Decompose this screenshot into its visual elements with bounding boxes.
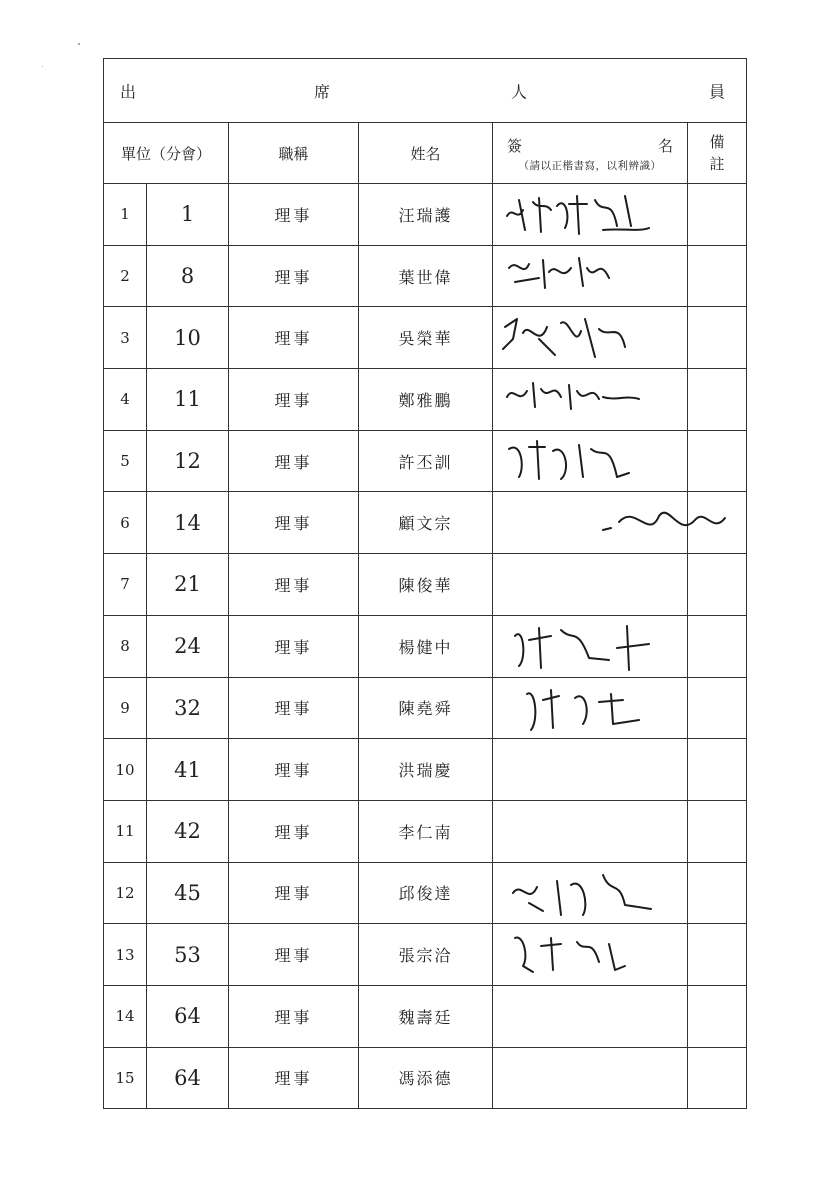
signature-cell [493, 554, 688, 616]
row-index: 5 [104, 430, 147, 492]
attendee-row [104, 985, 747, 1047]
header-char: 席 [314, 82, 332, 101]
signature-cell [493, 430, 688, 492]
attendee-row [104, 492, 747, 554]
row-index: 8 [104, 615, 147, 677]
branch-unit: 42 [147, 800, 229, 862]
job-title: 理事 [229, 184, 359, 246]
signature-cell [493, 615, 688, 677]
remark-cell [688, 924, 747, 986]
attendee-row [104, 924, 747, 986]
attendee-name: 邱俊達 [359, 862, 493, 924]
name-column-header: 姓名 [359, 123, 493, 184]
branch-unit: 14 [147, 492, 229, 554]
row-index: 11 [104, 800, 147, 862]
signature-header-right: 名 [657, 137, 673, 155]
attendee-name: 洪瑞慶 [359, 739, 493, 801]
attendees-header-row [104, 59, 747, 123]
remark-cell [688, 369, 747, 431]
attendee-name: 魏壽廷 [359, 985, 493, 1047]
signature-cell [493, 245, 688, 307]
attendee-name: 吳榮華 [359, 307, 493, 369]
row-index: 7 [104, 554, 147, 616]
attendee-name: 鄭雅鵬 [359, 369, 493, 431]
header-char: 員 [709, 82, 727, 101]
attendee-name: 楊健中 [359, 615, 493, 677]
branch-unit: 53 [147, 924, 229, 986]
remark-cell [688, 739, 747, 801]
signature-cell [493, 800, 688, 862]
remark-cell [688, 245, 747, 307]
signature-cell [493, 184, 688, 246]
attendee-name: 陳堯舜 [359, 677, 493, 739]
branch-unit: 11 [147, 369, 229, 431]
signature-cell [493, 1047, 688, 1109]
branch-unit: 45 [147, 862, 229, 924]
attendee-row [104, 1047, 747, 1109]
job-title: 理事 [229, 369, 359, 431]
row-index: 10 [104, 739, 147, 801]
column-header-row [104, 123, 747, 184]
header-char: 人 [511, 82, 529, 101]
remark-cell [688, 307, 747, 369]
job-title: 理事 [229, 800, 359, 862]
attendee-name: 陳俊華 [359, 554, 493, 616]
row-index: 15 [104, 1047, 147, 1109]
attendee-row [104, 245, 747, 307]
handwritten-signature [499, 309, 689, 365]
signature-instruction: （請以正楷書寫，以利辨識） [518, 160, 662, 172]
handwritten-signature [499, 865, 689, 921]
remark-cell [688, 1047, 747, 1109]
unit-column-header: 單位（分會） [104, 123, 229, 184]
branch-unit: 64 [147, 1047, 229, 1109]
signature-cell [493, 862, 688, 924]
attendee-row [104, 307, 747, 369]
row-index: 9 [104, 677, 147, 739]
branch-unit: 41 [147, 739, 229, 801]
remark-cell [688, 184, 747, 246]
row-index: 1 [104, 184, 147, 246]
signature-cell [493, 739, 688, 801]
branch-unit: 1 [147, 184, 229, 246]
remark-cell [688, 677, 747, 739]
branch-unit: 12 [147, 430, 229, 492]
attendee-row [104, 554, 747, 616]
handwritten-signature [499, 494, 689, 550]
row-index: 12 [104, 862, 147, 924]
attendee-row [104, 430, 747, 492]
remark-header-2: 註 [709, 155, 725, 173]
signature-column-header [493, 123, 688, 184]
job-title: 理事 [229, 739, 359, 801]
signature-cell [493, 985, 688, 1047]
attendees-header [104, 59, 747, 123]
handwritten-signature [499, 926, 689, 982]
remark-cell [688, 800, 747, 862]
header-char: 出 [120, 82, 138, 101]
branch-unit: 32 [147, 677, 229, 739]
signature-header-left: 簽 [507, 137, 523, 155]
row-index: 13 [104, 924, 147, 986]
job-title: 理事 [229, 1047, 359, 1109]
signature-cell [493, 924, 688, 986]
job-title: 理事 [229, 307, 359, 369]
attendance-sheet [103, 58, 747, 1109]
attendee-name: 馮添德 [359, 1047, 493, 1109]
remark-cell [688, 430, 747, 492]
row-index: 3 [104, 307, 147, 369]
remark-cell [688, 615, 747, 677]
handwritten-signature [499, 248, 689, 304]
attendee-row [104, 800, 747, 862]
row-index: 6 [104, 492, 147, 554]
row-index: 14 [104, 985, 147, 1047]
branch-unit: 64 [147, 985, 229, 1047]
attendee-row [104, 615, 747, 677]
branch-unit: 24 [147, 615, 229, 677]
attendee-name: 張宗洽 [359, 924, 493, 986]
remark-cell [688, 862, 747, 924]
attendee-name: 葉世偉 [359, 245, 493, 307]
job-title: 理事 [229, 554, 359, 616]
remark-cell [688, 554, 747, 616]
attendee-name: 許丕訓 [359, 430, 493, 492]
branch-unit: 21 [147, 554, 229, 616]
handwritten-signature [499, 433, 689, 489]
attendee-row [104, 862, 747, 924]
job-title: 理事 [229, 430, 359, 492]
remark-cell [688, 492, 747, 554]
title-column-header: 職稱 [229, 123, 359, 184]
job-title: 理事 [229, 985, 359, 1047]
attendee-row [104, 677, 747, 739]
signature-cell [493, 307, 688, 369]
attendee-row [104, 184, 747, 246]
attendee-row [104, 739, 747, 801]
job-title: 理事 [229, 245, 359, 307]
job-title: 理事 [229, 492, 359, 554]
remark-cell [688, 985, 747, 1047]
scan-speck [42, 66, 43, 67]
branch-unit: 10 [147, 307, 229, 369]
signature-cell [493, 677, 688, 739]
handwritten-signature [499, 371, 689, 427]
remark-column-header [688, 123, 747, 184]
row-index: 4 [104, 369, 147, 431]
job-title: 理事 [229, 924, 359, 986]
job-title: 理事 [229, 862, 359, 924]
remark-header-1: 備 [709, 133, 725, 151]
signature-cell [493, 369, 688, 431]
signature-cell [493, 492, 688, 554]
row-index: 2 [104, 245, 147, 307]
handwritten-signature [499, 186, 689, 242]
attendee-name: 李仁南 [359, 800, 493, 862]
branch-unit: 8 [147, 245, 229, 307]
attendee-name: 汪瑞護 [359, 184, 493, 246]
scan-speck [78, 43, 80, 45]
handwritten-signature [499, 680, 689, 736]
attendee-row [104, 369, 747, 431]
attendee-name: 顧文宗 [359, 492, 493, 554]
job-title: 理事 [229, 677, 359, 739]
handwritten-signature [499, 618, 689, 674]
job-title: 理事 [229, 615, 359, 677]
